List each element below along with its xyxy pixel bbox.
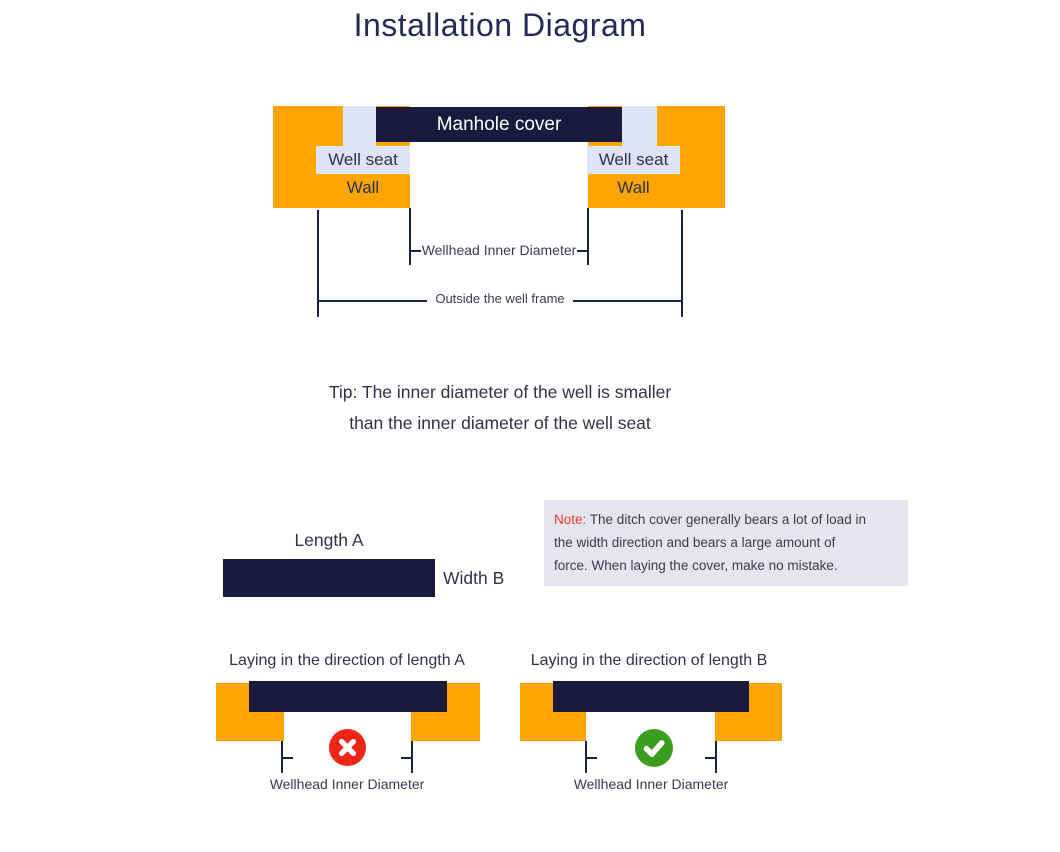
left-well-seat-label: Well seat [328, 150, 398, 169]
length-a-label: Length A [294, 530, 364, 550]
note-line-2: the width direction and bears a large amount of [554, 535, 836, 550]
tip-line-2: than the inner diameter of the well seat [349, 413, 651, 433]
manhole-cover-label: Manhole cover [436, 113, 562, 135]
cover-plate-rect [223, 559, 435, 597]
check-circle-icon [635, 729, 673, 767]
laying-a-dim-tick-right [411, 741, 413, 773]
cross-circle-icon [329, 729, 366, 766]
outer-dim-label [318, 291, 682, 306]
laying-b-cover-bar [553, 681, 749, 712]
right-well-seat [587, 146, 680, 174]
laying-b-dim-label: Wellhead Inner Diameter [573, 776, 729, 792]
tip-text [250, 377, 750, 439]
note-label: Note: [554, 512, 587, 527]
page-title: Installation Diagram [353, 7, 647, 43]
manhole-cover-bar [376, 107, 622, 142]
right-wall-label: Wall [617, 178, 650, 197]
tip-line-1: Tip: The inner diameter of the well is smaller [328, 382, 672, 402]
laying-b-title: Laying in the direction of length B [530, 652, 768, 669]
laying-b-dim-stub-left [587, 757, 597, 759]
outer-dim-label-text: Outside the well frame [427, 291, 572, 306]
left-well-seat [316, 146, 410, 174]
inner-dim-label [388, 242, 610, 258]
laying-a-dim-stub-right [401, 757, 411, 759]
width-b-label: Width B [443, 568, 505, 588]
right-well-seat-label: Well seat [598, 150, 669, 169]
laying-a-title: Laying in the direction of length A [229, 652, 465, 669]
note-line-3: force. When laying the cover, make no mistake. [554, 558, 838, 573]
note-box [544, 500, 908, 586]
note-line-1-text: The ditch cover generally bears a lot of load in [589, 512, 866, 527]
left-seat-notch [343, 106, 376, 147]
laying-a-dim-label: Wellhead Inner Diameter [269, 776, 425, 792]
laying-b-dim-stub-right [705, 757, 715, 759]
note-line-1 [554, 508, 898, 531]
laying-a-cover-bar [249, 681, 447, 712]
right-seat-notch [622, 106, 657, 147]
inner-dim-label-text: Wellhead Inner Diameter [421, 242, 577, 258]
laying-b-dim-tick-right [715, 741, 717, 773]
left-wall-label: Wall [346, 178, 380, 197]
laying-a-dim-stub-left [283, 757, 293, 759]
